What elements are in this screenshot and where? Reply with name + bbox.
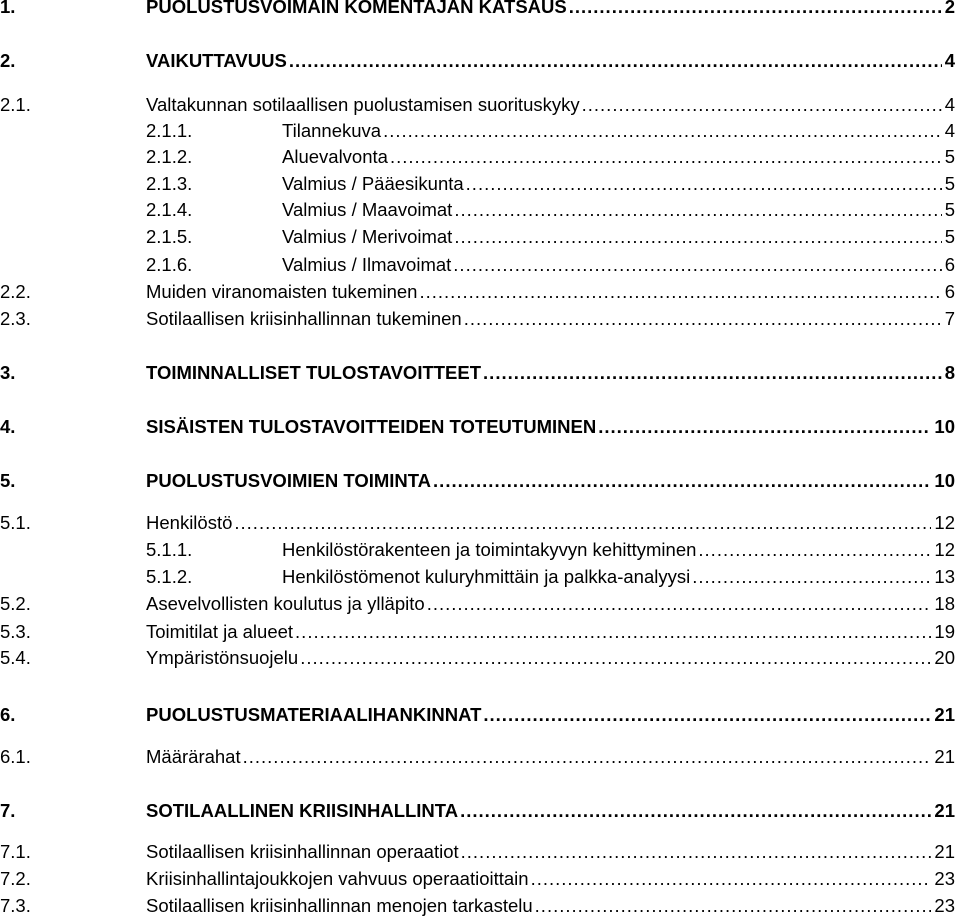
- toc-entry-body: [146, 702, 955, 728]
- toc-entry[interactable]: [0, 306, 955, 332]
- dot-leader: [383, 118, 942, 144]
- toc-entry-number: 7.3.: [0, 895, 31, 916]
- toc-entry[interactable]: [0, 702, 955, 728]
- toc-entry-number: 5.1.: [0, 512, 31, 533]
- toc-entry-number: 5.1.2.: [146, 566, 193, 587]
- toc-entry-number: 2.1.5.: [146, 226, 193, 247]
- toc-entry-page-number: 21: [934, 800, 955, 821]
- toc-entry[interactable]: [0, 0, 955, 20]
- toc-entry-number: 4.: [0, 416, 16, 437]
- toc-entry-number: 7.: [0, 800, 16, 821]
- toc-entry-number: 2.1.2.: [146, 146, 193, 167]
- dot-leader: [483, 360, 942, 386]
- dot-leader: [464, 306, 942, 332]
- toc-entry-page-number: 21: [934, 841, 955, 862]
- toc-entry-body: [146, 591, 955, 617]
- toc-entry-number: 2.1.3.: [146, 173, 193, 194]
- toc-entry[interactable]: [0, 171, 955, 197]
- toc-entry-title: VAIKUTTAVUUS: [146, 48, 289, 74]
- toc-entry-title: Valmius / Maavoimat: [282, 197, 454, 223]
- toc-entry-page-number: 5: [944, 226, 955, 247]
- toc-entry-page-number: 5: [944, 173, 955, 194]
- toc-entry[interactable]: [0, 414, 955, 440]
- toc-entry-page-number: 4: [944, 94, 955, 115]
- dot-leader: [390, 144, 942, 170]
- toc-entry[interactable]: [0, 197, 955, 223]
- toc-entry-page-number: 2: [944, 0, 955, 17]
- toc-entry-number: 2.2.: [0, 281, 31, 302]
- toc-entry-page-number: 13: [934, 566, 955, 587]
- toc-entry-body: [146, 839, 955, 865]
- dot-leader: [460, 798, 931, 824]
- toc-entry[interactable]: [0, 92, 955, 118]
- toc-entry-page-number: 21: [934, 704, 955, 725]
- dot-leader: [289, 48, 942, 74]
- toc-entry-body: [282, 224, 955, 250]
- dot-leader: [454, 224, 941, 250]
- toc-entry-title: PUOLUSTUSVOIMIEN TOIMINTA: [146, 468, 433, 494]
- toc-entry-number: 6.1.: [0, 746, 31, 767]
- toc-entry-title: Valtakunnan sotilaallisen puolustamisen suorituskyky: [146, 92, 582, 118]
- toc-entry-title: Sotilaallisen kriisinhallinnan operaatiot: [146, 839, 461, 865]
- toc-entry-number: 5.1.1.: [146, 539, 193, 560]
- toc-entry-body: [146, 92, 955, 118]
- toc-entry-number: 5.2.: [0, 593, 31, 614]
- toc-entry-title: Muiden viranomaisten tukeminen: [146, 279, 419, 305]
- dot-leader: [531, 866, 932, 892]
- toc-entry[interactable]: [0, 645, 955, 671]
- dot-leader: [453, 252, 941, 278]
- toc-entry-number: 5.: [0, 470, 16, 491]
- toc-entry[interactable]: [0, 118, 955, 144]
- toc-entry-number: 6.: [0, 704, 16, 725]
- toc-entry-body: [146, 619, 955, 645]
- toc-entry-body: [146, 360, 955, 386]
- toc-entry-page-number: 19: [934, 621, 955, 642]
- toc-entry-title: PUOLUSTUSMATERIAALIHANKINNAT: [146, 702, 483, 728]
- toc-entry-number: 5.3.: [0, 621, 31, 642]
- toc-entry-title: Toimitilat ja alueet: [146, 619, 295, 645]
- toc-entry-body: [282, 197, 955, 223]
- toc-entry[interactable]: [0, 510, 955, 536]
- toc-entry-page-number: 23: [934, 895, 955, 916]
- dot-leader: [461, 839, 932, 865]
- toc-entry-page-number: 6: [944, 254, 955, 275]
- dot-leader: [300, 645, 931, 671]
- dot-leader: [433, 468, 931, 494]
- toc-entry[interactable]: [0, 360, 955, 386]
- dot-leader: [483, 702, 931, 728]
- toc-entry-number: 2.3.: [0, 308, 31, 329]
- toc-entry-number: 2.1.6.: [146, 254, 193, 275]
- toc-entry-title: Määrärahat: [146, 744, 243, 770]
- toc-entry-body: [146, 279, 955, 305]
- toc-entry-title: Sotilaallisen kriisinhallinnan tukeminen: [146, 306, 464, 332]
- dot-leader: [535, 893, 932, 919]
- toc-entry[interactable]: [0, 224, 955, 250]
- toc-entry-body: [282, 252, 955, 278]
- toc-entry[interactable]: [0, 839, 955, 865]
- toc-entry-page-number: 21: [934, 746, 955, 767]
- toc-entry-body: [146, 798, 955, 824]
- toc-entry-number: 7.2.: [0, 868, 31, 889]
- toc-entry-body: [282, 118, 955, 144]
- dot-leader: [419, 279, 941, 305]
- toc-entry-body: [146, 414, 955, 440]
- dot-leader: [582, 92, 942, 118]
- toc-entry-title: Asevelvollisten koulutus ja ylläpito: [146, 591, 427, 617]
- dot-leader: [234, 510, 931, 536]
- toc-entry[interactable]: [0, 893, 955, 919]
- toc-entry-page-number: 5: [944, 146, 955, 167]
- dot-leader: [466, 171, 942, 197]
- toc-entry-page-number: 7: [944, 308, 955, 329]
- toc-entry-page-number: 10: [934, 416, 955, 437]
- toc-entry[interactable]: [0, 537, 955, 563]
- toc-entry-body: [146, 0, 955, 20]
- dot-leader: [692, 564, 931, 590]
- toc-entry-title: Henkilöstö: [146, 510, 234, 536]
- toc-entry-number: 2.1.4.: [146, 199, 193, 220]
- toc-entry[interactable]: [0, 619, 955, 645]
- dot-leader: [427, 591, 932, 617]
- dot-leader: [454, 197, 941, 223]
- toc-entry-title: Sotilaallisen kriisinhallinnan menojen tarkastelu: [146, 893, 535, 919]
- toc-entry-title: Henkilöstörakenteen ja toimintakyvyn kehittyminen: [282, 537, 698, 563]
- toc-entry-body: [146, 744, 955, 770]
- toc-entry-body: [282, 537, 955, 563]
- toc-entry-title: Valmius / Pääesikunta: [282, 171, 466, 197]
- toc-entry-title: Valmius / Merivoimat: [282, 224, 454, 250]
- toc-entry-body: [282, 564, 955, 590]
- toc-entry-number: 3.: [0, 362, 16, 383]
- toc-entry-title: Henkilöstömenot kuluryhmittäin ja palkka-analyysi: [282, 564, 692, 590]
- dot-leader: [598, 414, 931, 440]
- toc-entry-number: 7.1.: [0, 841, 31, 862]
- toc-entry[interactable]: [0, 744, 955, 770]
- toc-entry-number: 1.: [0, 0, 16, 17]
- toc-entry[interactable]: [0, 798, 955, 824]
- toc-entry-title: Ympäristönsuojelu: [146, 645, 300, 671]
- toc-entry-page-number: 12: [934, 539, 955, 560]
- dot-leader: [698, 537, 931, 563]
- toc-entry[interactable]: [0, 866, 955, 892]
- toc-entry-page-number: 18: [934, 593, 955, 614]
- toc-entry[interactable]: [0, 144, 955, 170]
- toc-entry-page-number: 10: [934, 470, 955, 491]
- dot-leader: [243, 744, 932, 770]
- toc-entry-number: 2.1.1.: [146, 120, 193, 141]
- dot-leader: [295, 619, 931, 645]
- toc-entry[interactable]: [0, 48, 955, 74]
- toc-entry-page-number: 23: [934, 868, 955, 889]
- toc-entry-page-number: 5: [944, 199, 955, 220]
- toc-entry-title: Valmius / Ilmavoimat: [282, 252, 453, 278]
- toc-entry-body: [146, 510, 955, 536]
- toc-entry-body: [146, 48, 955, 74]
- toc-entry-body: [146, 468, 955, 494]
- toc-entry-page-number: 12: [934, 512, 955, 533]
- toc-entry[interactable]: [0, 252, 955, 278]
- toc-entry-page-number: 4: [944, 50, 955, 71]
- toc-entry-title: SOTILAALLINEN KRIISINHALLINTA: [146, 798, 460, 824]
- toc-entry-number: 2.: [0, 50, 16, 71]
- toc-entry-title: Kriisinhallintajoukkojen vahvuus operaatioittain: [146, 866, 531, 892]
- toc-entry-page-number: 4: [944, 120, 955, 141]
- toc-entry-title: Aluevalvonta: [282, 144, 390, 170]
- toc-entry-body: [282, 171, 955, 197]
- toc-entry-body: [146, 893, 955, 919]
- toc-entry-page-number: 8: [944, 362, 955, 383]
- toc-entry-body: [146, 866, 955, 892]
- dot-leader: [569, 0, 942, 20]
- toc-entry-number: 2.1.: [0, 94, 31, 115]
- toc-entry-body: [146, 645, 955, 671]
- toc-entry-page-number: 6: [944, 281, 955, 302]
- toc-entry-body: [282, 144, 955, 170]
- toc-entry[interactable]: [0, 279, 955, 305]
- toc-entry-page-number: 20: [934, 647, 955, 668]
- toc-entry-title: TOIMINNALLISET TULOSTAVOITTEET: [146, 360, 483, 386]
- toc-entry-title: Tilannekuva: [282, 118, 383, 144]
- toc-entry-title: PUOLUSTUSVOIMAIN KOMENTAJAN KATSAUS: [146, 0, 569, 20]
- toc-entry-number: 5.4.: [0, 647, 31, 668]
- toc-entry[interactable]: [0, 468, 955, 494]
- toc-entry[interactable]: [0, 591, 955, 617]
- toc-entry-title: SISÄISTEN TULOSTAVOITTEIDEN TOTEUTUMINEN: [146, 414, 598, 440]
- toc-entry[interactable]: [0, 564, 955, 590]
- toc-entry-body: [146, 306, 955, 332]
